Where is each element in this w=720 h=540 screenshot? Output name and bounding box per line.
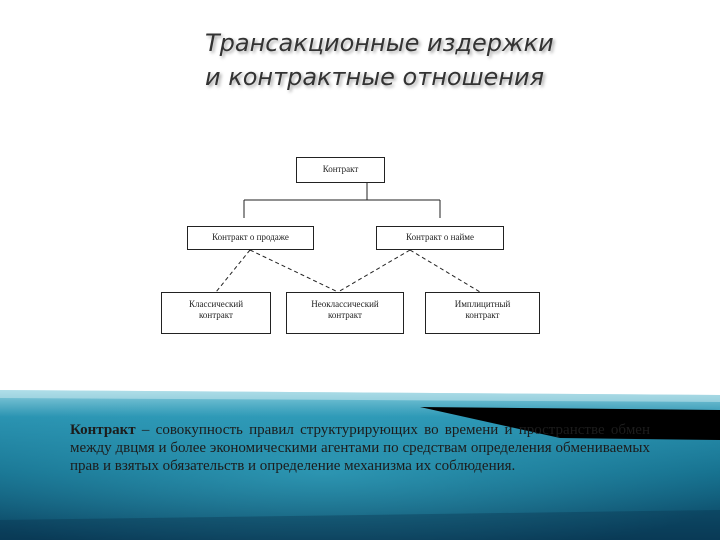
definition-term: Контракт (70, 422, 136, 438)
node-neoclassic-contract: Неоклассический контракт (286, 292, 404, 334)
node-contract: Контракт (296, 157, 385, 183)
definition-text: – совокупность правил структурирующих во времени и пространстве обмен между двцмя и более экономическими агентами по средствам определения обмениваемых прав и взятых обязательств и определение механизма их соблюдения. (70, 422, 650, 474)
node-implicit-contract: Имплицитный контракт (425, 292, 540, 334)
dashed-hire-implicit (410, 250, 480, 292)
definition-paragraph (70, 421, 650, 475)
title-line-2: и контрактные отношения (205, 63, 545, 91)
node-hire-contract: Контракт о найме (376, 226, 504, 250)
node-sale-contract: Контракт о продаже (187, 226, 314, 250)
dashed-hire-neoclassic (338, 250, 410, 292)
dashed-sale-classic (216, 250, 250, 292)
dashed-sale-neoclassic (250, 250, 338, 292)
node-classic-contract: Классический контракт (161, 292, 271, 334)
title-line-1: Трансакционные издержки (205, 29, 554, 57)
